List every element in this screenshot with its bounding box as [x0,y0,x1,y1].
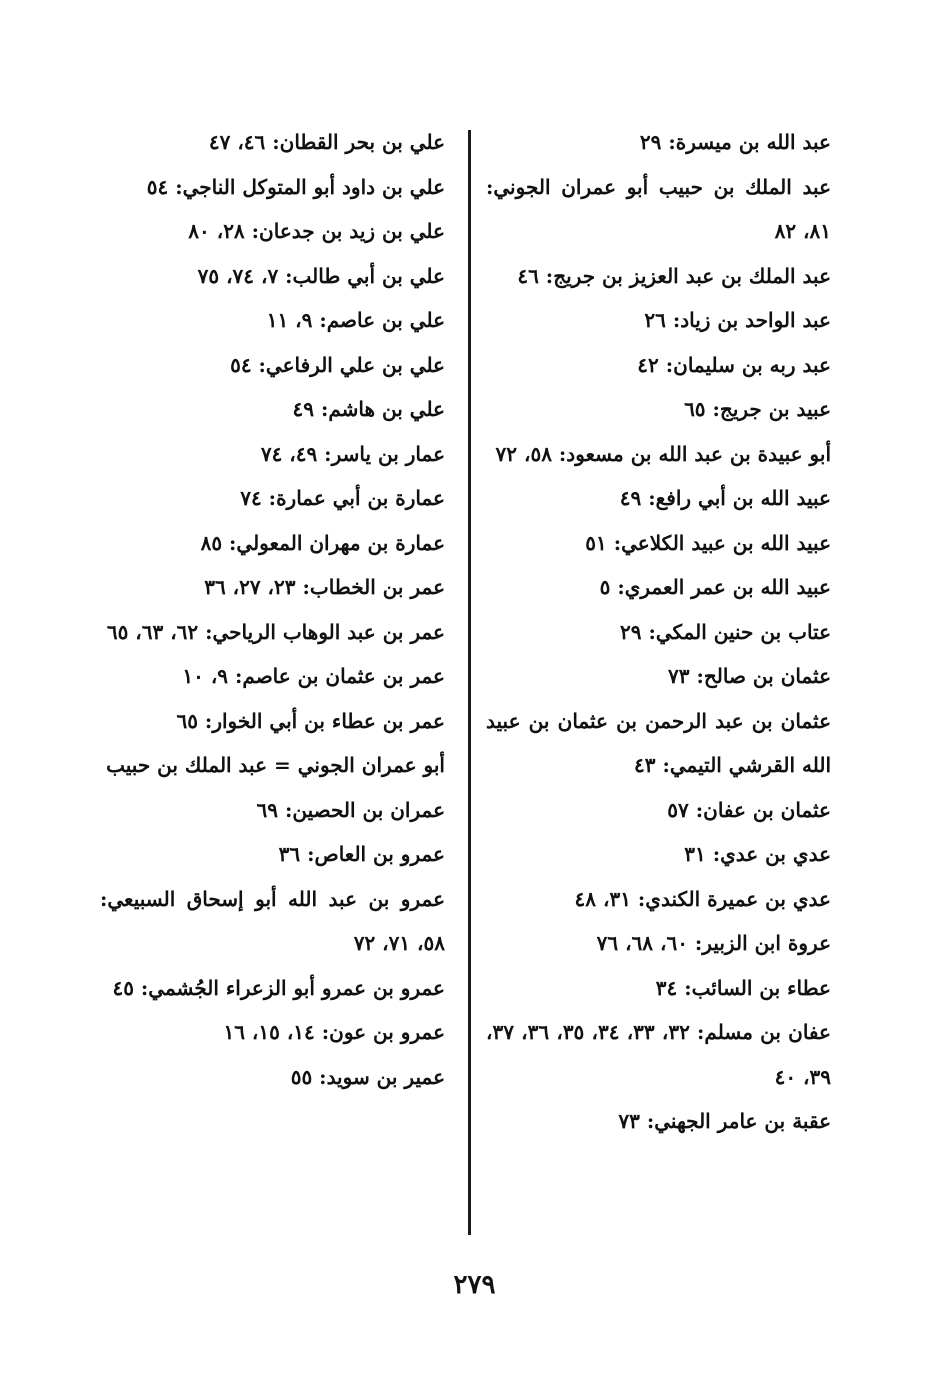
entry-name: عمر بن عبد الوهاب الرياحي [212,619,445,644]
entry-pages: ٧٤ [240,486,262,510]
index-entry: عمران بن الحصين: ٦٩ [256,797,445,822]
page-number: ٢٧٩ [453,1270,496,1300]
entry-pages: ٣١، ٤٨ [574,886,631,911]
index-entry: عمير بن سويد: ٥٥ [290,1064,445,1089]
index-entry: علي بن هاشم: ٤٩ [292,397,445,421]
entry-name: عدي بن عميرة الكندي [645,886,831,911]
index-entry: عمر بن عبد الوهاب الرياحي: ٦٢، ٦٣، ٦٥ [106,619,445,644]
entry-pages: ٥٨، ٧٢ [495,441,552,466]
entry-name: عمارة بن أبي عمارة [276,486,445,510]
index-entry: عبيد الله بن أبي رافع: ٤٩ [619,486,831,510]
index-entry: عمرو بن عبد الله أبو إسحاق السبيعي: ٥٨، ٧١، ٧٢ [100,886,445,955]
index-entry: عقبة بن عامر الجهني: ٧٣ [618,1109,831,1133]
column-divider [468,130,471,1235]
entry-pages: ٣٢، ٣٣، ٣٤، ٣٥، ٣٦، ٣٧، ٣٩، ٤٠ [486,1020,831,1089]
entry-name: عروة ابن الزبير [702,931,831,955]
index-column-right [486,120,831,1144]
index-entry: عبد الملك بن عبد العزيز بن جريج: ٤٦ [517,263,831,288]
entry-name: عبيد الله بن عمر العمري [624,575,831,599]
index-entry: عمرو بن عون: ١٤، ١٥، ١٦ [223,1020,445,1044]
index-entry: عمر بن الخطاب: ٢٣، ٢٧، ٣٦ [204,575,445,599]
entry-name: عثمان بن عفان [703,797,831,822]
entry-name: عمارة بن مهران المعولي [236,530,445,555]
entry-pages: ٦٠، ٦٨، ٧٦ [596,931,688,955]
entry-pages: ٦٥ [176,708,198,733]
entry-pages: ٤٩ [292,397,314,421]
index-entry: علي بن عاصم: ٩، ١١ [266,308,445,332]
entry-name: عمران بن الحصين [292,797,445,822]
index-entry: علي بن زيد بن جدعان: ٢٨، ٨٠ [188,219,445,243]
entry-name: علي بن داود أبو المتوكل الناجي [182,174,445,199]
entry-pages: ٣٦ [278,842,301,866]
entry-name: عمر بن عطاء بن أبي الخوار [212,708,445,733]
entry-name: عبيد الله بن أبي رافع [655,486,831,510]
index-entry: عبد الواحد بن زياد: ٢٦ [644,308,831,332]
entry-pages: ٤٣ [634,753,656,777]
entry-name: عبد ربه بن سليمان [673,352,831,377]
index-entry: عفان بن مسلم: ٣٢، ٣٣، ٣٤، ٣٥، ٣٦، ٣٧، ٣٩، ٤٠ [486,1020,831,1089]
entry-name: عمرو بن عمرو أبو الزعراء الجُشمي [148,975,445,1000]
entry-pages: ٢٩ [620,619,642,644]
entry-name: علي بن بحر القطان [279,130,445,154]
index-entry: عطاء بن السائب: ٣٤ [655,975,831,1000]
entry-pages: ٥٤ [230,352,252,377]
index-entry: عبيد بن جريج: ٦٥ [684,397,831,421]
entry-pages: ٣٤ [655,975,678,1000]
entry-pages: ٤٩ [619,486,642,510]
entry-name: أبو عبيدة بن عبد الله بن مسعود [566,441,831,466]
index-entry: عدي بن عميرة الكندي: ٣١، ٤٨ [574,886,831,911]
entry-pages: ٨١، ٨٢ [774,219,831,243]
entry-name: عتاب بن حنين المكي [655,619,831,644]
index-entry: عبيد الله بن عمر العمري: ٥ [599,575,831,599]
entry-name: علي بن علي الرفاعي [265,352,445,377]
entry-name: علي بن أبي طالب [292,263,445,288]
entry-pages: ٢٦ [644,308,666,332]
entry-pages: ٨٥ [200,530,223,555]
entry-pages: ٤٥ [112,975,134,1000]
entry-pages: ٤٩، ٧٤ [260,441,318,466]
entry-pages: ٥٥ [290,1064,313,1089]
index-entry: أبو عبيدة بن عبد الله بن مسعود: ٥٨، ٧٢ [495,441,831,466]
index-column-left [100,120,445,1099]
index-entry: عمارة بن مهران المعولي: ٨٥ [200,530,445,555]
entry-pages: ٢٨، ٨٠ [188,219,245,243]
entry-name: علي بن هاشم [328,397,445,421]
entry-name: علي بن زيد بن جدعان [259,219,445,243]
entry-pages: ٦٢، ٦٣، ٦٥ [106,619,199,644]
entry-pages: ٩، ١١ [266,308,313,332]
entry-pages: ٢٣، ٢٧، ٣٦ [204,575,296,599]
entry-pages: ٦٥ [684,397,706,421]
index-entry: علي بن أبي طالب: ٧، ٧٤، ٧٥ [197,263,445,288]
index-entry: عبد الملك بن حبيب أبو عمران الجوني: ٨١، ٨٢ [486,174,831,243]
index-entry: عمارة بن أبي عمارة: ٧٤ [240,486,445,510]
index-entry: علي بن بحر القطان: ٤٦، ٤٧ [208,130,445,154]
entry-name: عبيد الله بن عبيد الكلاعي [621,530,831,555]
entry-pages: ٧، ٧٤، ٧٥ [197,263,279,288]
index-entry: عثمان بن صالح: ٧٣ [668,664,831,688]
index-entry: عمار بن ياسر: ٤٩، ٧٤ [260,441,445,466]
entry-pages: ٦٩ [256,797,278,822]
entry-pages: ٩، ١٠ [182,664,229,688]
index-entry [100,743,445,788]
entry-name: عبد الملك بن حبيب أبو عمران الجوني [493,174,831,199]
entry-name: عدي بن عدي [720,842,831,866]
entry-name: عبد الملك بن عبد العزيز بن جريج [553,263,831,288]
entry-pages: ٤٦، ٤٧ [208,130,266,154]
entry-name: أبو عمران الجوني = عبد الملك بن حبيب [106,753,445,777]
entry-name: عفان بن مسلم [704,1020,831,1044]
entry-name: عبد الله بن ميسرة [675,130,831,154]
index-entry: عمرو بن العاص: ٣٦ [278,842,445,866]
entry-name: عمر بن الخطاب [309,575,445,599]
entry-pages: ٧٣ [618,1109,640,1133]
index-entry: عبد ربه بن سليمان: ٤٢ [637,352,831,377]
entry-pages: ٧٣ [668,664,690,688]
entry-pages: ٥٧ [667,797,689,822]
entry-name: عبيد بن جريج [719,397,831,421]
entry-pages: ٤٢ [637,352,659,377]
entry-name: عطاء بن السائب [691,975,831,1000]
index-entry: علي بن علي الرفاعي: ٥٤ [230,352,445,377]
entry-name: عثمان بن صالح [703,664,831,688]
index-entry: عثمان بن عفان: ٥٧ [667,797,831,822]
index-entry: عبيد الله بن عبيد الكلاعي: ٥١ [585,530,831,555]
entry-name: عمر بن عثمان بن عاصم [242,664,445,688]
entry-pages: ٤٦ [517,263,539,288]
index-entry: عمر بن عثمان بن عاصم: ٩، ١٠ [182,664,445,688]
index-entry: عمر بن عطاء بن أبي الخوار: ٦٥ [176,708,445,733]
entry-name: عثمان بن عبد الرحمن بن عثمان بن عبيد الله القرشي التيمي [486,708,831,777]
entry-pages: ٥٤ [146,174,169,199]
entry-name: عمير بن سويد [326,1064,445,1089]
entry-name: عمرو بن عون [329,1020,445,1044]
index-entry: عروة ابن الزبير: ٦٠، ٦٨، ٧٦ [596,931,831,955]
index-entry: عمرو بن عمرو أبو الزعراء الجُشمي: ٤٥ [112,975,445,1000]
entry-pages: ٥٨، ٧١، ٧٢ [353,931,445,955]
entry-name: عمار بن ياسر [331,441,445,466]
entry-pages: ١٤، ١٥، ١٦ [223,1020,315,1044]
entry-pages: ٢٩ [639,130,662,154]
index-entry: عدي بن عدي: ٣١ [684,842,831,866]
entry-pages: ٥١ [585,530,607,555]
entry-name: عقبة بن عامر الجهني [654,1109,831,1133]
entry-pages: ٥ [599,575,611,599]
index-entry: عبد الله بن ميسرة: ٢٩ [639,130,831,154]
entry-pages: ٣١ [684,842,706,866]
index-entry: عثمان بن عبد الرحمن بن عثمان بن عبيد الله القرشي التيمي: ٤٣ [486,708,831,777]
entry-name: عمرو بن عبد الله أبو إسحاق السبيعي [107,886,445,911]
index-entry: عتاب بن حنين المكي: ٢٩ [620,619,831,644]
entry-name: عمرو بن العاص [314,842,445,866]
entry-name: علي بن عاصم [326,308,445,332]
index-entry: علي بن داود أبو المتوكل الناجي: ٥٤ [146,174,445,199]
entry-name: عبد الواحد بن زياد [680,308,831,332]
